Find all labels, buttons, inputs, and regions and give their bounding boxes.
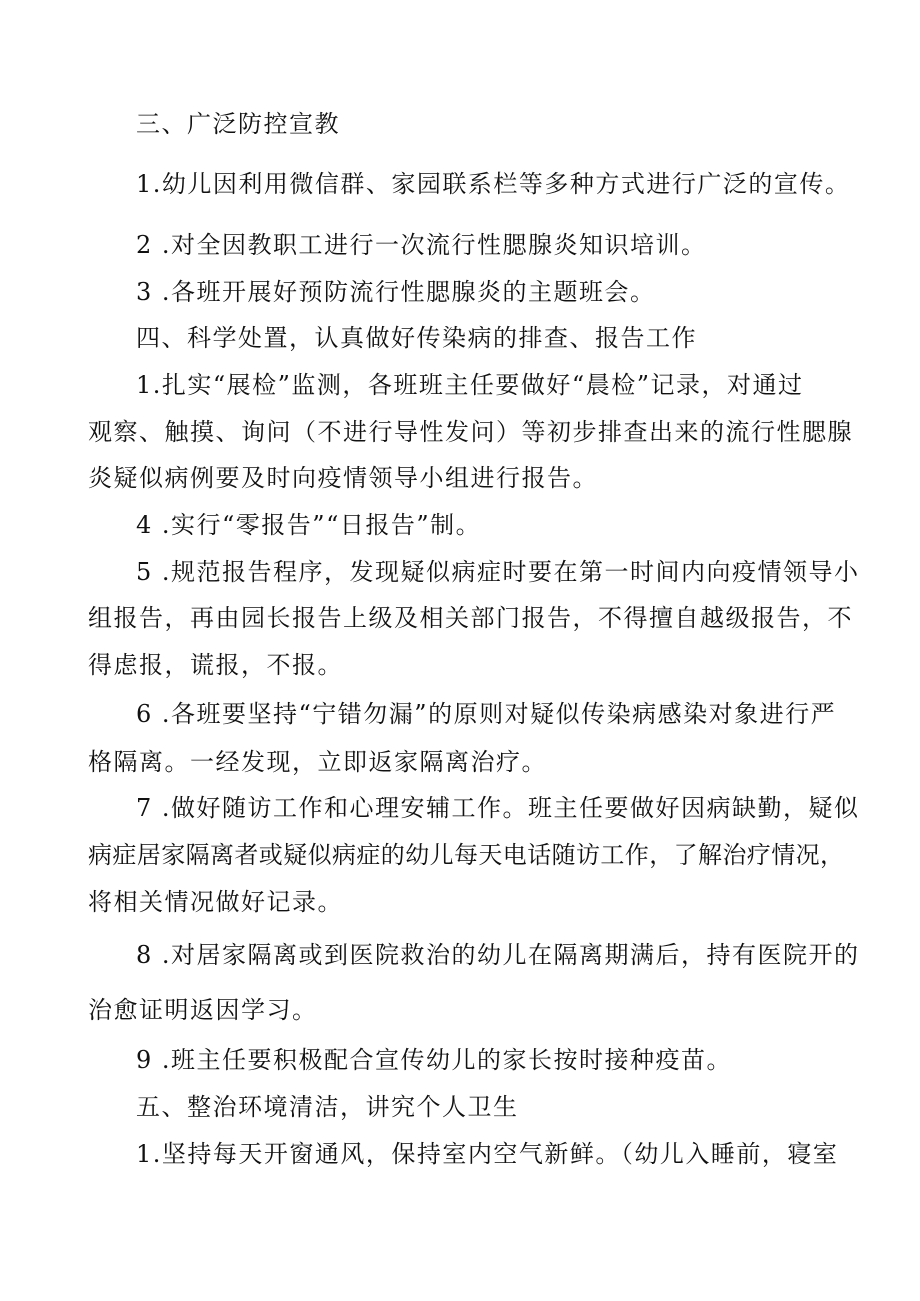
- paragraph-line: 3 .各班开展好预防流行性腮腺炎的主题班会。: [136, 278, 656, 306]
- paragraph-line: 治愈证明返因学习。: [88, 996, 318, 1024]
- paragraph-line: 炎疑似病例要及时向疫情领导小组进行报告。: [88, 464, 598, 492]
- paragraph-line: 组报告，再由园长报告上级及相关部门报告，不得擅自越级报告，不: [88, 604, 853, 632]
- paragraph-line: 得虑报，谎报，不报。: [88, 651, 343, 679]
- paragraph-line: 9 .班主任要积极配合宣传幼儿的家长按时接种疫苗。: [136, 1046, 733, 1074]
- paragraph-line: 5 .规范报告程序，发现疑似病症时要在第一时间内向疫情领导小: [136, 558, 860, 586]
- section-heading-5: 五、整治环境清洁，讲究个人卫生: [136, 1093, 519, 1121]
- paragraph-line: 1.幼儿因利用微信群、家园联系栏等多种方式进行广泛的宣传。: [136, 170, 851, 198]
- paragraph-line: 病症居家隔离者或疑似病症的幼儿每天电话随访工作，了解治疗情况，: [88, 841, 845, 869]
- paragraph-line: 1.坚持每天开窗通风，保持室内空气新鲜。（幼儿入睡前，寝室: [136, 1140, 839, 1168]
- section-heading-4: 四、科学处置，认真做好传染病的排查、报告工作: [136, 324, 697, 352]
- paragraph-line: 1.扎实“展检”监测，各班班主任要做好“晨检”记录，对通过: [136, 371, 804, 399]
- paragraph-line: 将相关情况做好记录。: [88, 888, 343, 916]
- paragraph-line: 2 .对全因教职工进行一次流行性腮腺炎知识培训。: [136, 231, 707, 259]
- paragraph-line: 4 .实行“零报告”“日报告”制。: [136, 511, 482, 539]
- paragraph-line: 6 .各班要坚持“宁错勿漏”的原则对疑似传染病感染对象进行严: [136, 700, 837, 728]
- paragraph-line: 观察、触摸、询问（不进行导性发问）等初步排查出来的流行性腮腺: [88, 418, 853, 446]
- paragraph-line: 7 .做好随访工作和心理安辅工作。班主任要做好因病缺勤，疑似: [136, 794, 860, 822]
- paragraph-line: 8 .对居家隔离或到医院救治的幼儿在隔离期满后，持有医院开的: [136, 941, 860, 969]
- section-heading-3: 三、广泛防控宣教: [136, 110, 340, 138]
- paragraph-line: 格隔离。一经发现，立即返家隔离治疗。: [88, 748, 547, 776]
